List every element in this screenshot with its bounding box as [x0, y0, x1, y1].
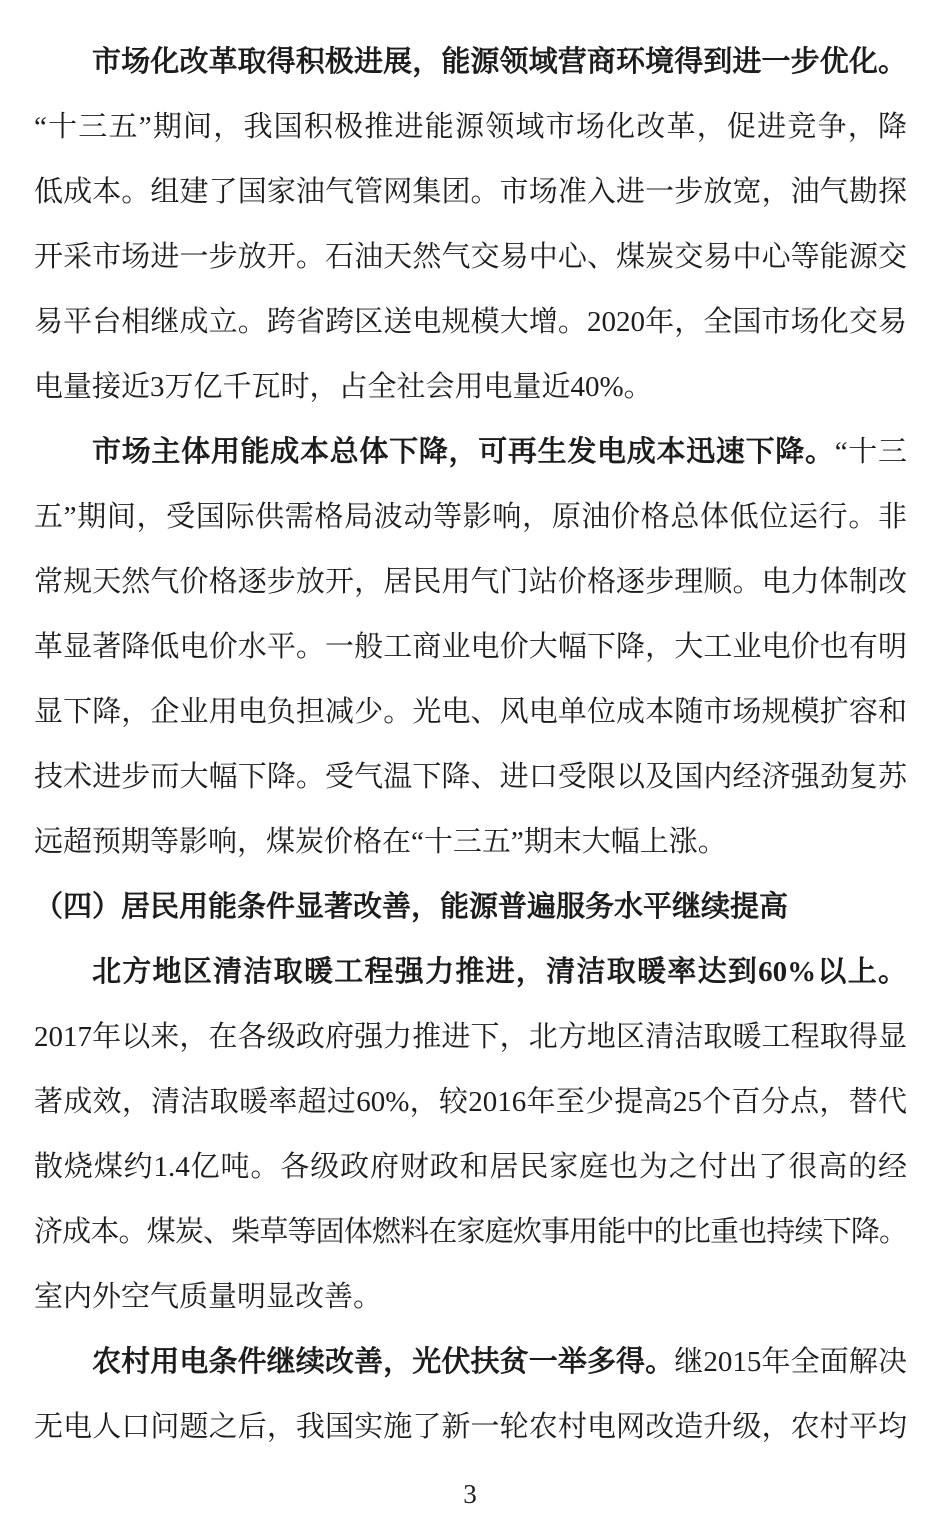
- bold-text-run: （四）居民用能条件显著改善，能源普遍服务水平继续提高: [34, 891, 789, 923]
- text-line: [34, 1395, 907, 1460]
- text-run: 继2015年全面解决: [674, 1346, 907, 1378]
- text-line: [34, 550, 907, 615]
- text-line: [34, 1070, 907, 1135]
- text-line: [34, 290, 907, 355]
- text-line: [34, 160, 907, 225]
- text-run: 常规天然气价格逐步放开，居民用气门站价格逐步理顺。电力体制改: [34, 566, 907, 598]
- bold-text-run: 北方地区清洁取暖工程强力推进，清洁取暖率达到60%以上。: [92, 956, 907, 988]
- section-heading: [34, 875, 907, 940]
- text-run: 无电人口问题之后，我国实施了新一轮农村电网改造升级，农村平均: [34, 1411, 907, 1443]
- text-line: [34, 225, 907, 290]
- text-run: 2017年以来，在各级政府强力推进下，北方地区清洁取暖工程取得显: [34, 1021, 907, 1053]
- text-line: [34, 1200, 907, 1265]
- bold-text-run: 市场主体用能成本总体下降，可再生发电成本迅速下降。: [92, 436, 835, 468]
- text-line: [34, 355, 907, 420]
- bold-text-run: 农村用电条件继续改善，光伏扶贫一举多得。: [92, 1346, 675, 1378]
- text-run: 室内外空气质量明显改善。: [34, 1281, 383, 1313]
- text-line: [34, 810, 907, 875]
- document-body: [34, 30, 907, 1460]
- text-run: 五”期间，受国际供需格局波动等影响，原油价格总体低位运行。非: [34, 501, 907, 533]
- bold-text-run: 市场化改革取得积极进展，能源领域营商环境得到进一步优化。: [92, 46, 907, 78]
- text-line: [34, 1005, 907, 1070]
- text-run: 革显著降低电价水平。一般工商业电价大幅下降，大工业电价也有明: [34, 631, 907, 663]
- text-line: [34, 420, 907, 485]
- text-line: [34, 680, 907, 745]
- text-run: 远超预期等影响，煤炭价格在“十三五”期末大幅上涨。: [34, 826, 727, 858]
- text-run: 显下降，企业用电负担减少。光电、风电单位成本随市场规模扩容和: [34, 696, 907, 728]
- text-line: [34, 95, 907, 160]
- text-line: [34, 745, 907, 810]
- text-run: 低成本。组建了国家油气管网集团。市场准入进一步放宽，油气勘探: [34, 176, 907, 208]
- text-run: “十三五”期间，我国积极推进能源领域市场化改革，促进竞争，降: [34, 111, 907, 143]
- text-line: [34, 485, 907, 550]
- text-run: 易平台相继成立。跨省跨区送电规模大增。2020年，全国市场化交易: [34, 306, 907, 338]
- text-run: 著成效，清洁取暖率超过60%，较2016年至少提高25个百分点，替代: [34, 1086, 907, 1118]
- text-run: 散烧煤约1.4亿吨。各级政府财政和居民家庭也为之付出了很高的经: [34, 1151, 907, 1183]
- text-run: 技术进步而大幅下降。受气温下降、进口受限以及国内经济强劲复苏: [34, 761, 907, 793]
- text-run: 济成本。煤炭、柴草等固体燃料在家庭炊事用能中的比重也持续下降。: [34, 1216, 907, 1248]
- text-run: “十三: [834, 436, 907, 468]
- text-run: 开采市场进一步放开。石油天然气交易中心、煤炭交易中心等能源交: [34, 241, 907, 273]
- text-line: [34, 615, 907, 680]
- text-line: [34, 1265, 907, 1330]
- text-line: [34, 940, 907, 1005]
- text-line: [34, 30, 907, 95]
- page-number: 3: [463, 1479, 477, 1509]
- text-line: [34, 1135, 907, 1200]
- text-line: [34, 1330, 907, 1395]
- text-run: 电量接近3万亿千瓦时，占全社会用电量近40%。: [34, 371, 653, 403]
